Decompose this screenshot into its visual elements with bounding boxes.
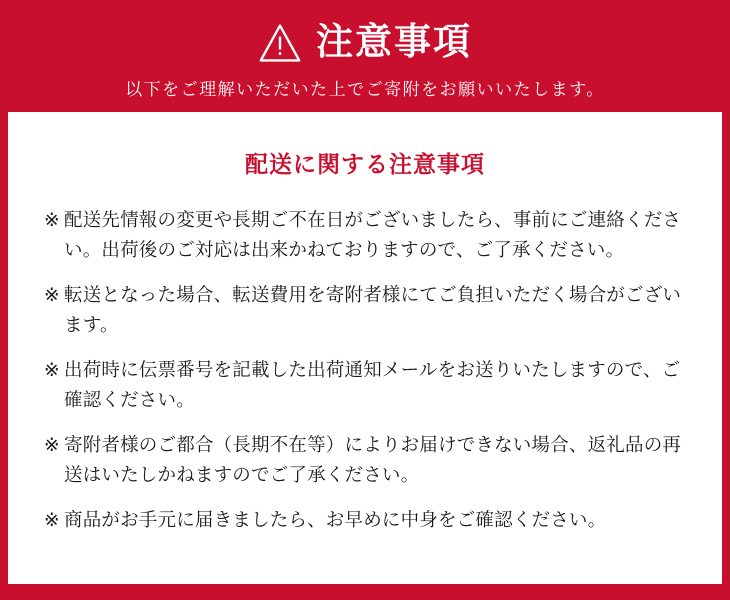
page-header xyxy=(8,8,722,112)
list-item xyxy=(44,505,686,535)
list-item xyxy=(44,280,686,340)
notice-panel xyxy=(8,112,722,584)
note-marker: ※ xyxy=(44,358,60,380)
note-text: 転送となった場合、転送費用を寄附者様にてご負担いただく場合がございます。 xyxy=(64,283,682,335)
warning-triangle-icon xyxy=(258,21,302,65)
note-marker: ※ xyxy=(44,283,60,305)
note-marker: ※ xyxy=(44,508,60,530)
section-title: 配送に関する注意事項 xyxy=(245,151,485,177)
note-text: 出荷時に伝票番号を記載した出荷通知メールをお送りいたしますので、ご確認ください。 xyxy=(64,358,681,410)
list-item xyxy=(44,205,686,265)
note-marker: ※ xyxy=(44,209,60,230)
note-text: 配送先情報の変更や長期ご不在日がございましたら、事前にご連絡ください。出荷後のご対応は出来かねておりますので、ご了承ください。 xyxy=(64,209,682,260)
note-marker: ※ xyxy=(44,433,60,455)
note-text: 商品がお手元に届きましたら、お早めに中身をご確認ください。 xyxy=(64,508,607,530)
note-text: 寄附者様のご都合（長期不在等）によりお届けできない場合、返礼品の再送はいたしかねますのでご了承ください。 xyxy=(64,433,682,485)
header-title-row xyxy=(258,21,472,65)
list-item xyxy=(44,430,686,490)
list-item xyxy=(44,355,686,415)
header-subtitle: 以下をご理解いただいた上でご寄附をお願いいたします。 xyxy=(125,79,605,99)
page-title: 注意事項 xyxy=(316,21,472,63)
notice-list xyxy=(44,205,686,535)
